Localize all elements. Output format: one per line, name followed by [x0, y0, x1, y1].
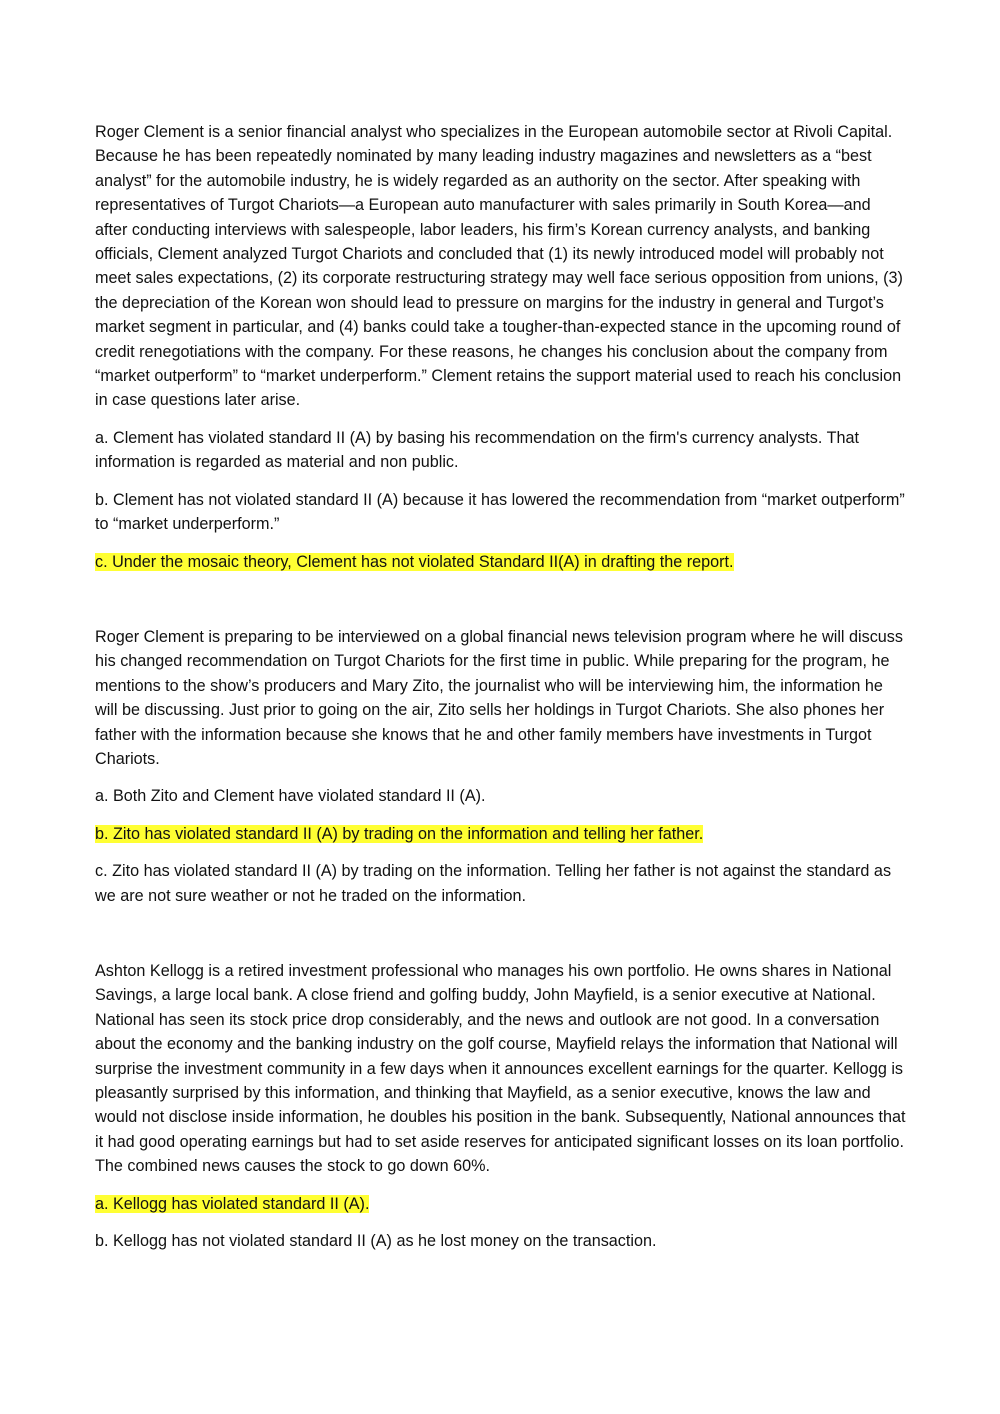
highlighted-answer-option-c: c. Under the mosaic theory, Clement has not violated Standard II(A) in drafting the report. — [95, 552, 734, 571]
document-page — [95, 120, 907, 1253]
highlighted-answer-option-b: b. Zito has violated standard II (A) by trading on the information and telling her father. — [95, 824, 704, 843]
answer-option-a: a. Clement has violated standard II (A) by basing his recommendation on the firm's currency analysts. That information is regarded as material and non public. — [95, 428, 859, 472]
answer-option-b: b. Kellogg has not violated standard II (A) as he lost money on the transaction. — [95, 1232, 657, 1251]
question-stem: Roger Clement is a senior financial analyst who specializes in the European automobile sector at Rivoli Capital. Because he has been repeatedly nominated by many leading industry magazines and newsletters as a “best analyst” for the automobile industry, he is widely regarded as an authority on the sector. After speaking with representatives of Turgot Chariots—a European auto manufacturer with sales primarily in South Korea—and after conducting interviews with salespeople, labor leaders, his firm’s Korean currency analysts, and banking officials, Clement analyzed Turgot Chariots and concluded that (1) its newly introduced model will probably not meet sales expectations, (2) its corporate restructuring strategy may well face serious opposition from unions, (3) the depreciation of the Korean won should lead to pressure on margins for the industry in general and Turgot’s market segment in particular, and (4) banks could take a tougher-than-expected stance in the upcoming round of credit renegotiations with the company. For these reasons, he changes his conclusion about the company from “market outperform” to “market underperform.” Clement retains the support material used to reach his conclusion in case questions later arise. — [95, 123, 903, 410]
answer-option-a: a. Both Zito and Clement have violated standard II (A). — [95, 787, 486, 806]
question-stem: Ashton Kellogg is a retired investment professional who manages his own portfolio. He owns shares in National Savings, a large local bank. A close friend and golfing buddy, John Mayfield, is a senior executive at National. National has seen its stock price drop considerably, and the news and outlook are not good. In a conversation about the economy and the banking industry on the golf course, Mayfield relays the information that National will surprise the investment community in a few days when it announces excellent earnings for the quarter. Kellogg is pleasantly surprised by this information, and thinking that Mayfield, as a senior executive, knows the law and would not disclose inside information, he doubles his position in the bank. Subsequently, National announces that it had good operating earnings but had to set aside reserves for anticipated significant losses on its loan portfolio. The combined news causes the stock to go down 60%. — [95, 961, 906, 1176]
question-1 — [95, 120, 907, 574]
answer-option-b: b. Clement has not violated standard II (A) because it has lowered the recommendation from “market outperform” to “market underperform.” — [95, 490, 905, 534]
question-3 — [95, 959, 907, 1253]
answer-option-c: c. Zito has violated standard II (A) by trading on the information. Telling her father is not against the standard as we are not sure weather or not he traded on the information. — [95, 862, 892, 905]
highlighted-answer-option-a: a. Kellogg has violated standard II (A). — [95, 1194, 370, 1213]
question-stem: Roger Clement is preparing to be interviewed on a global financial news television program where he will discuss his changed recommendation on Turgot Chariots for the first time in public. While preparing for the program, he mentions to the show’s producers and Mary Zito, the journalist who will be interviewing him, the information he will be discussing. Just prior to going on the air, Zito sells her holdings in Turgot Chariots. She also phones her father with the information because she knows that he and other family members have investments in Turgot Chariots. — [95, 627, 903, 768]
question-2 — [95, 625, 907, 908]
